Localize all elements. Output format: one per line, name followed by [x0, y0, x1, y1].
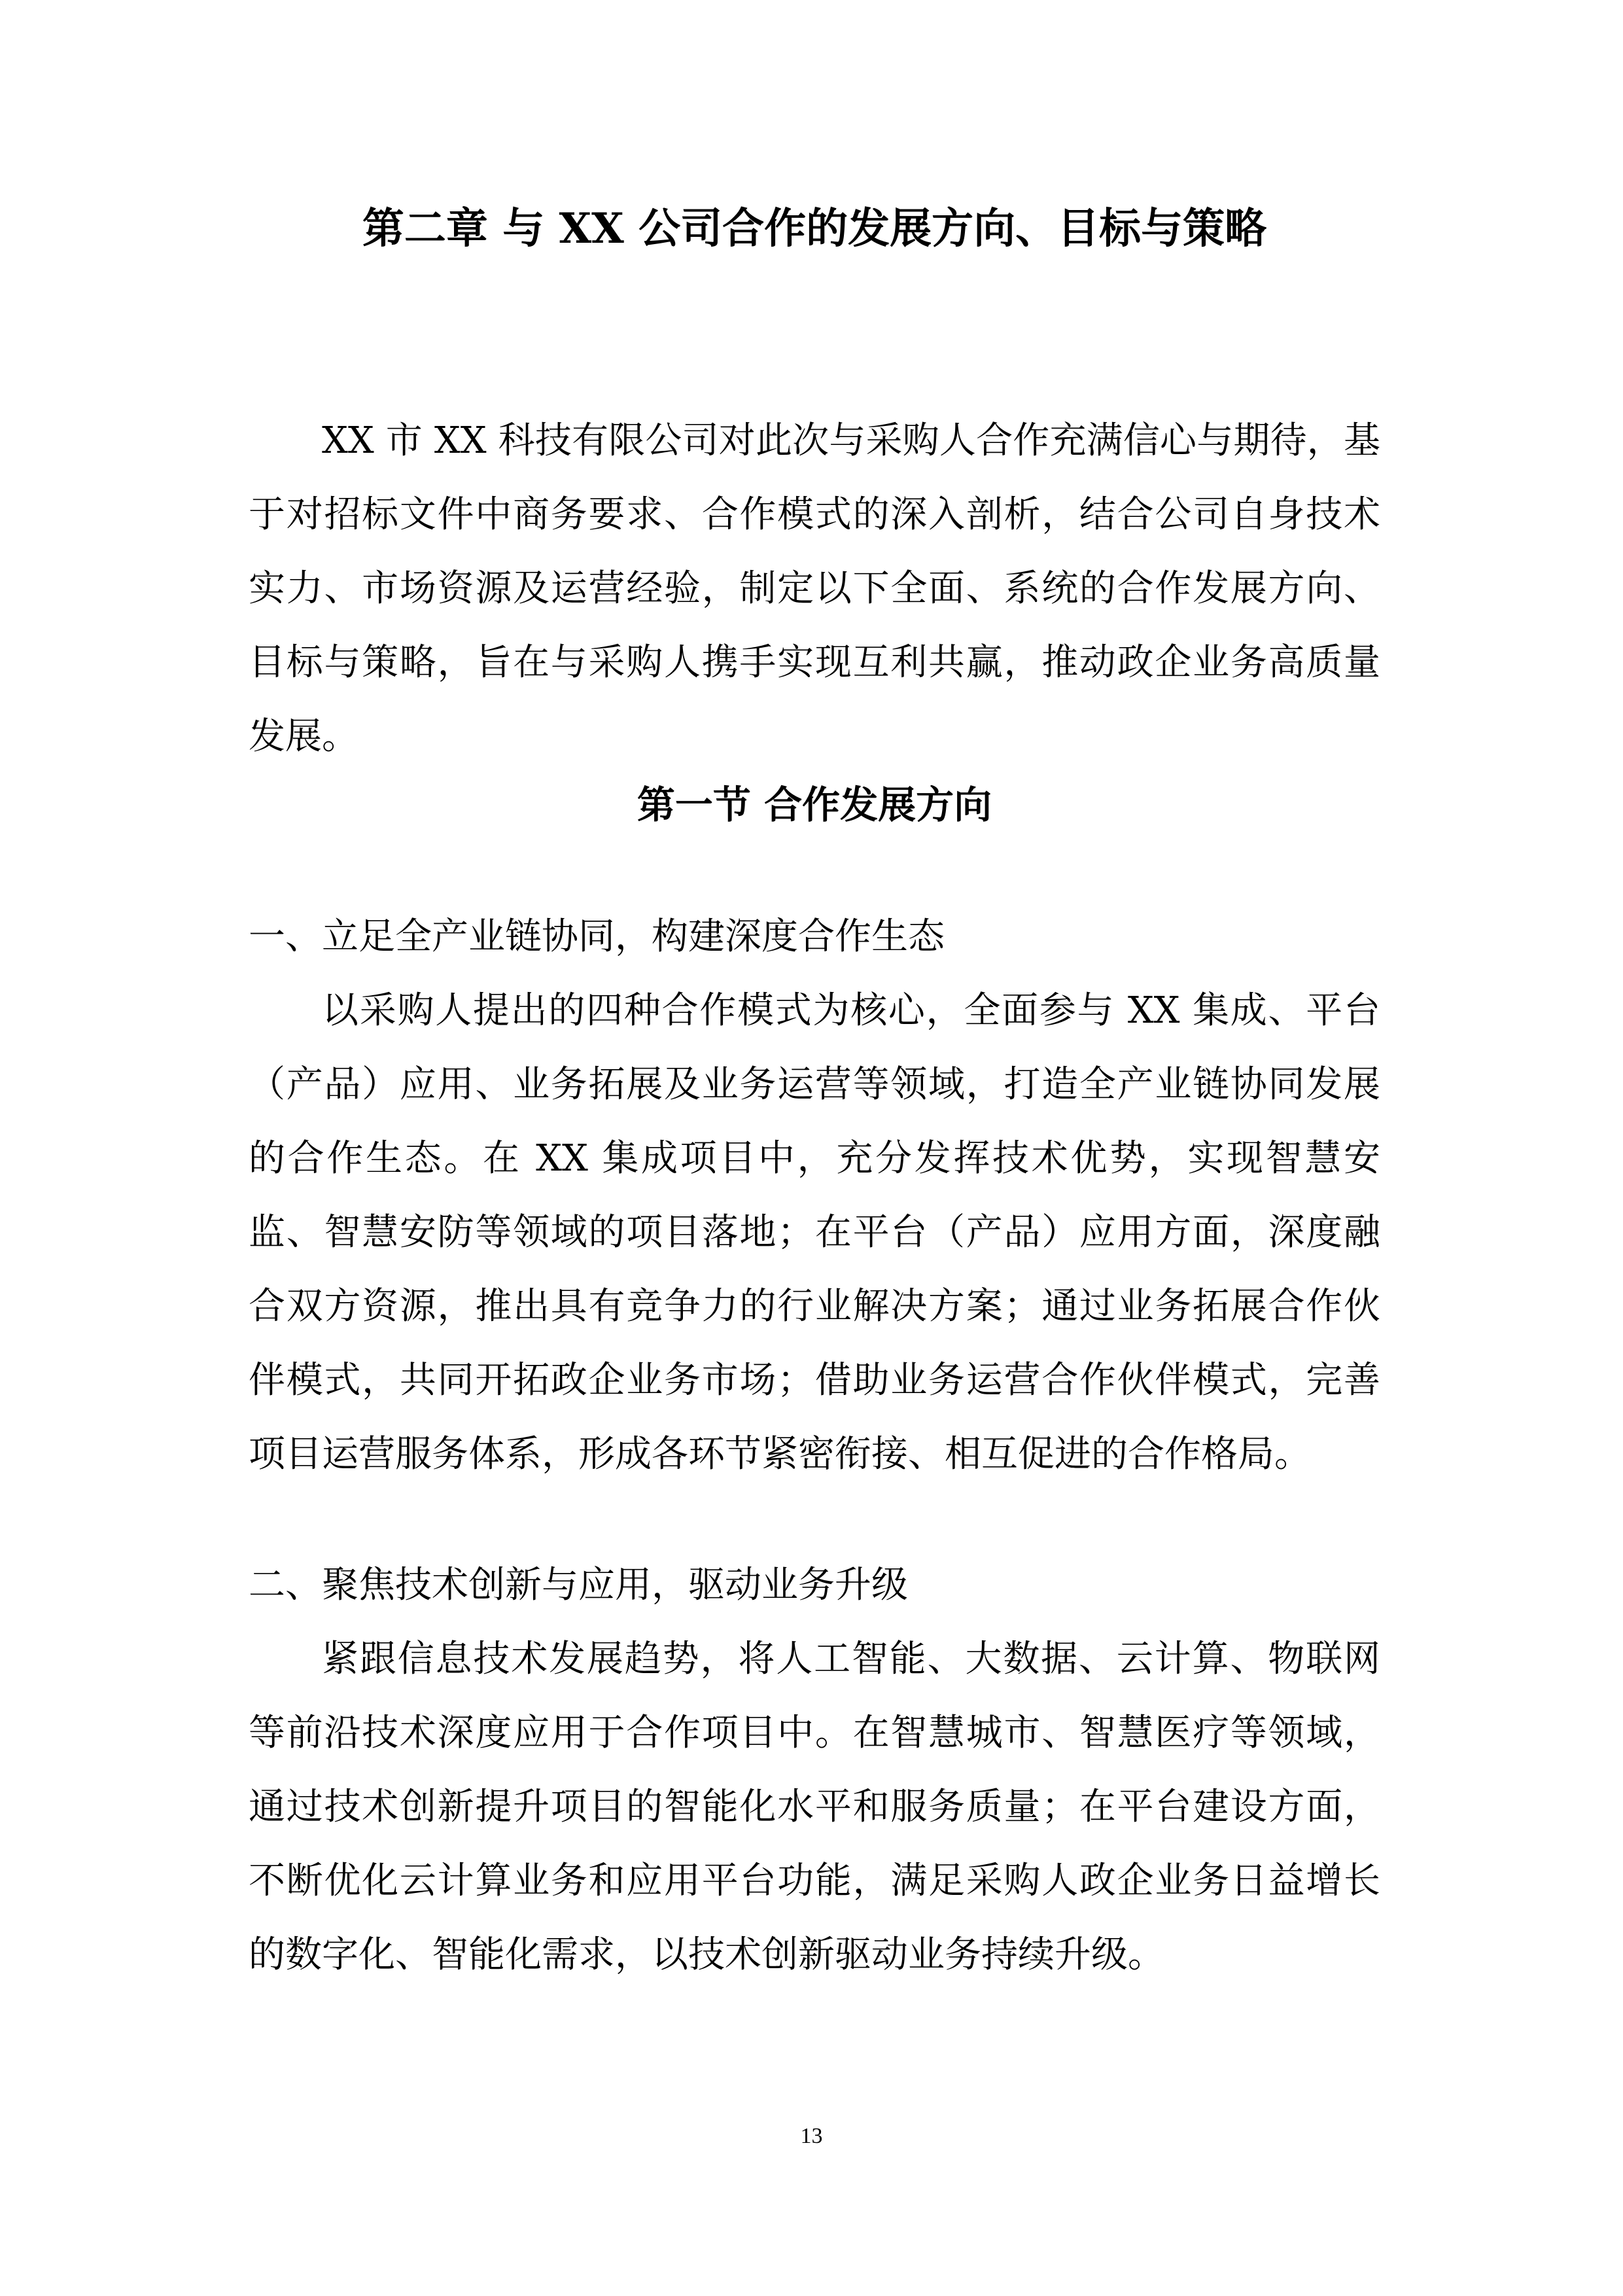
subsection-1-heading: 一、立足全产业链协同，构建深度合作生态 — [249, 915, 945, 958]
intro-block — [249, 404, 1380, 773]
section-title: 第一节 合作发展方向 — [637, 783, 992, 827]
subsection-2-body: 紧跟信息技术发展趋势，将人工智能、大数据、云计算、物联网等前沿技术深度应用于合作项目中。在智慧城市、智慧医疗等领域，通过技术创新提升项目的智能化水平和服务质量；在平台建设方面，不断优化云计算业务和应用平台功能，满足采购人政企业务日益增长的数字化、智能化需求，以技术创新驱动业务持续升级。 — [249, 1638, 1380, 1976]
subsection-2-heading: 二、聚焦技术创新与应用，驱动业务升级 — [249, 1564, 908, 1606]
subsection-1-body: 以采购人提出的四种合作模式为核心，全面参与 XX 集成、平台（产品）应用、业务拓展及业务运营等领域，打造全产业链协同发展的合作生态。在 XX 集成项目中，充分发挥技术优势，实现智慧安监、智慧安防等领域的项目落地；在平台（产品）应用方面，深度融合双方资源，推出具有竞争力的行业解决方案；通过业务拓展合作伙伴模式，共同开拓政企业务市场；借助业务运营合作伙伴模式，完善项目运营服务体系，形成各环节紧密衔接、相互促进的合作格局。 — [249, 989, 1380, 1475]
chapter-title: 第二章 与 XX 公司合作的发展方向、目标与策略 — [362, 204, 1267, 253]
page-number: 13 — [800, 2124, 823, 2148]
intro-paragraph: XX 市 XX 科技有限公司对此次与采购人合作充满信心与期待，基于对招标文件中商务要求、合作模式的深入剖析，结合公司自身技术实力、市场资源及运营经验，制定以下全面、系统的合作发展方向、目标与策略，旨在与采购人携手实现互利共赢，推动政企业务高质量发展。 — [249, 419, 1380, 758]
subsection-2 — [249, 1548, 1380, 1992]
subsection-1 — [249, 900, 1380, 1491]
